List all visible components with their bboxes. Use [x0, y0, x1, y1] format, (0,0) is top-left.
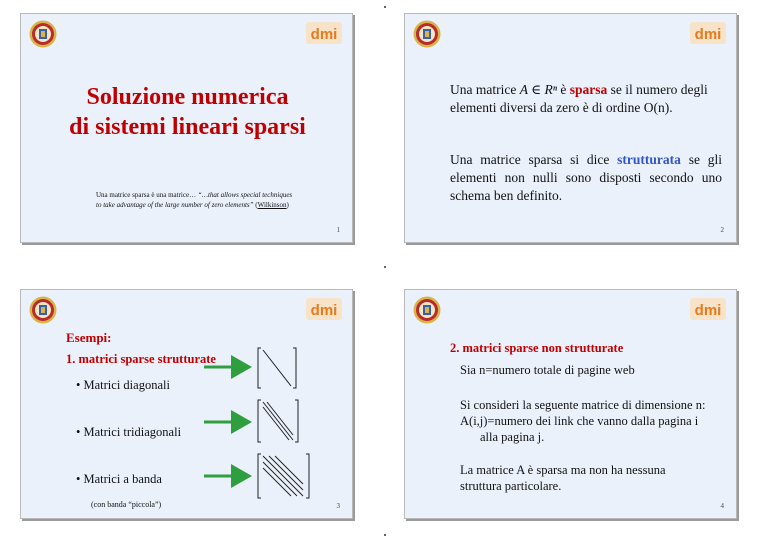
page-number: 4: [720, 502, 724, 510]
university-seal-icon: [413, 296, 441, 324]
separator-dot: [384, 534, 386, 536]
page-number: 3: [336, 502, 340, 510]
structured-subheading: 1. matrici sparse strutturate: [66, 352, 216, 366]
separator-dot: [384, 6, 386, 8]
matrix-line: Si consideri la seguente matrice di dimensione n:: [460, 398, 706, 412]
dmi-logo-icon: [690, 22, 726, 44]
link-definition-line: A(i,j)=numero dei link che vanno dalla pagina i: [460, 414, 699, 428]
tridiagonal-matrix-icon: [258, 400, 298, 442]
slide-2: [404, 13, 737, 243]
unstructured-heading: 2. matrici sparse non strutturate: [450, 341, 624, 355]
dmi-logo-icon: [690, 298, 726, 320]
university-seal-icon: [29, 20, 57, 48]
list-item-diagonal: • Matrici diagonali: [76, 378, 170, 392]
sparse-definition: Una matrice A ∈ Rⁿ è sparsa se il numero degli elementi diversi da zero è di ordine O(n).: [450, 82, 708, 115]
list-item-tridiagonal: • Matrici tridiagonali: [76, 425, 182, 439]
page-number: 2: [720, 226, 724, 234]
list-item-banded: • Matrici a banda: [76, 472, 162, 486]
diagonal-matrix-icon: [258, 348, 296, 388]
slide-title: Soluzione numerica di sistemi lineari sparsi: [69, 84, 306, 140]
page-number: 1: [336, 226, 340, 234]
banded-matrix-icon: [258, 454, 309, 498]
slide-4: [404, 289, 737, 519]
wilkinson-quote: Una matrice sparsa è una matrice… “…that allows special techniques to take advantage of the large number of zero elements” (Wilkinson): [96, 191, 293, 209]
separator-dot: [384, 266, 386, 268]
web-pages-line: Sia n=numero totale di pagine web: [460, 363, 635, 377]
conclusion-text: La matrice A è sparsa ma non ha nessuna struttura particolare.: [460, 463, 666, 493]
matrix-illustrations: [21, 290, 353, 519]
link-definition-cont: alla pagina j.: [480, 430, 545, 444]
slide-3: [20, 289, 353, 519]
university-seal-icon: [413, 20, 441, 48]
slide-1: [20, 13, 353, 243]
banded-note: (con banda “piccola”): [91, 500, 162, 509]
examples-heading: Esempi:: [66, 330, 112, 345]
structured-definition: Una matrice sparsa si dice strutturata se gli elementi non nulli sono disposti secondo uno schema ben definito.: [450, 152, 722, 203]
dmi-logo-icon: [306, 22, 342, 44]
